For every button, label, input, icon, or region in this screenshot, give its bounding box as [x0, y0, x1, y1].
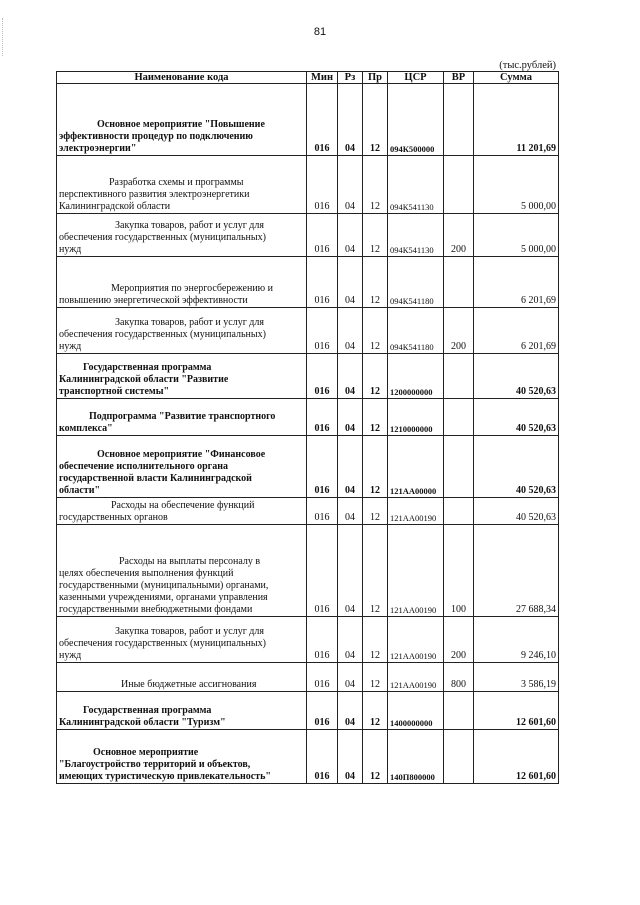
row-sum: 6 201,69 — [474, 308, 559, 354]
row-name-line: Расходы на выплаты персоналу в — [119, 556, 261, 567]
row-min: 016 — [307, 730, 338, 784]
row-sum: 6 201,69 — [474, 257, 559, 308]
row-name-line: нужд — [59, 244, 82, 255]
row-pr: 12 — [363, 617, 388, 663]
row-pr: 12 — [363, 354, 388, 399]
header-min: Мин — [307, 72, 338, 84]
row-name-line: Государственная программа — [83, 362, 212, 373]
row-sum: 9 246,10 — [474, 617, 559, 663]
row-name-line: Калининградской области "Развитие — [59, 374, 229, 385]
row-name-line: Мероприятия по энергосбережению и — [111, 283, 273, 294]
row-name — [57, 257, 307, 308]
table-row — [57, 663, 559, 692]
row-csr: 121АА00190 — [388, 525, 444, 617]
row-sum: 3 586,19 — [474, 663, 559, 692]
row-vr — [444, 84, 474, 156]
row-name — [57, 214, 307, 257]
row-rz: 04 — [338, 617, 363, 663]
row-rz: 04 — [338, 308, 363, 354]
row-vr — [444, 156, 474, 214]
row-name-line: Расходы на обеспечение функций — [111, 500, 255, 511]
row-name-line: нужд — [59, 341, 82, 352]
table-row — [57, 498, 559, 525]
row-csr: 121АА00190 — [388, 617, 444, 663]
table-row — [57, 84, 559, 156]
table-row — [57, 617, 559, 663]
table-row — [57, 525, 559, 617]
row-csr: 094К541130 — [388, 156, 444, 214]
row-vr — [444, 257, 474, 308]
row-name — [57, 436, 307, 498]
row-name-line: "Благоустройство территорий и объектов, — [59, 759, 251, 770]
row-name-line: Государственная программа — [83, 705, 212, 716]
row-min: 016 — [307, 308, 338, 354]
row-pr: 12 — [363, 214, 388, 257]
row-name-line: Основное мероприятие "Повышение — [97, 119, 265, 130]
row-pr: 12 — [363, 257, 388, 308]
row-vr — [444, 399, 474, 436]
row-rz: 04 — [338, 663, 363, 692]
row-pr: 12 — [363, 399, 388, 436]
row-min: 016 — [307, 498, 338, 525]
row-name — [57, 156, 307, 214]
table-row — [57, 308, 559, 354]
table-row — [57, 692, 559, 730]
row-name-line: Подпрограмма "Развитие транспортного — [89, 411, 276, 422]
row-min: 016 — [307, 214, 338, 257]
row-rz: 04 — [338, 84, 363, 156]
row-name — [57, 692, 307, 730]
row-vr — [444, 354, 474, 399]
row-rz: 04 — [338, 156, 363, 214]
row-pr: 12 — [363, 730, 388, 784]
row-sum: 5 000,00 — [474, 156, 559, 214]
row-min: 016 — [307, 84, 338, 156]
row-name-line: Закупка товаров, работ и услуг для — [115, 626, 264, 637]
row-sum: 5 000,00 — [474, 214, 559, 257]
row-sum: 12 601,60 — [474, 730, 559, 784]
row-name-line: государственных органов — [59, 512, 168, 523]
row-name — [57, 399, 307, 436]
row-name-line: государственной власти Калининградской — [59, 473, 252, 484]
header-rz: Рз — [338, 72, 363, 84]
row-name-line: государственными (муниципальными) органами, — [59, 580, 269, 591]
row-min: 016 — [307, 663, 338, 692]
row-name-line: обеспечения государственных (муниципальных) — [59, 638, 266, 649]
table-row — [57, 399, 559, 436]
row-csr: 1400000000 — [388, 692, 444, 730]
row-sum: 27 688,34 — [474, 525, 559, 617]
table-row — [57, 436, 559, 498]
header-name: Наименование кода — [57, 72, 307, 84]
row-name-line: электроэнергии" — [59, 143, 137, 154]
row-sum: 40 520,63 — [474, 354, 559, 399]
row-name-line: государственными внебюджетными фондами — [59, 604, 253, 615]
row-csr: 121АА00190 — [388, 663, 444, 692]
row-name-line: имеющих туристическую привлекательность" — [59, 771, 271, 782]
row-name-line: Основное мероприятие — [93, 747, 199, 758]
budget-table — [56, 71, 559, 784]
row-name-line: эффективности процедур по подключению — [59, 131, 253, 142]
row-name-line: перспективного развития электроэнергетики — [59, 189, 250, 200]
row-rz: 04 — [338, 257, 363, 308]
row-rz: 04 — [338, 354, 363, 399]
row-pr: 12 — [363, 156, 388, 214]
row-sum: 40 520,63 — [474, 498, 559, 525]
row-csr: 121АА00000 — [388, 436, 444, 498]
row-min: 016 — [307, 257, 338, 308]
row-rz: 04 — [338, 692, 363, 730]
row-name — [57, 498, 307, 525]
header-sum: Сумма — [474, 72, 559, 84]
row-name — [57, 84, 307, 156]
row-vr: 200 — [444, 617, 474, 663]
table-row — [57, 214, 559, 257]
row-name — [57, 525, 307, 617]
row-name-line: целях обеспечения выполнения функций — [59, 568, 234, 579]
header-csr: ЦСР — [388, 72, 444, 84]
row-min: 016 — [307, 617, 338, 663]
row-pr: 12 — [363, 692, 388, 730]
row-name — [57, 354, 307, 399]
table-row — [57, 257, 559, 308]
row-vr — [444, 436, 474, 498]
row-name — [57, 730, 307, 784]
row-vr: 100 — [444, 525, 474, 617]
row-min: 016 — [307, 399, 338, 436]
row-pr: 12 — [363, 663, 388, 692]
row-csr: 094К541130 — [388, 214, 444, 257]
table-header-row — [57, 72, 559, 84]
row-name-line: нужд — [59, 650, 82, 661]
row-sum: 12 601,60 — [474, 692, 559, 730]
row-rz: 04 — [338, 498, 363, 525]
table-body — [57, 84, 559, 784]
row-pr: 12 — [363, 436, 388, 498]
table-row — [57, 730, 559, 784]
row-name-line: обеспечения государственных (муниципальных) — [59, 329, 266, 340]
row-csr: 1200000000 — [388, 354, 444, 399]
row-vr: 200 — [444, 214, 474, 257]
row-sum: 40 520,63 — [474, 399, 559, 436]
row-name-line: обеспечение исполнительного органа — [59, 461, 228, 472]
row-csr: 094К500000 — [388, 84, 444, 156]
row-pr: 12 — [363, 308, 388, 354]
row-name-line: транспортной системы" — [59, 386, 170, 397]
row-pr: 12 — [363, 498, 388, 525]
row-name-line: области" — [59, 485, 101, 496]
header-pr: Пр — [363, 72, 388, 84]
row-vr — [444, 498, 474, 525]
row-rz: 04 — [338, 436, 363, 498]
row-csr: 140П800000 — [388, 730, 444, 784]
table-row — [57, 354, 559, 399]
row-name-line: повышению энергетической эффективности — [59, 295, 248, 306]
row-min: 016 — [307, 692, 338, 730]
row-sum: 11 201,69 — [474, 84, 559, 156]
row-vr: 200 — [444, 308, 474, 354]
row-min: 016 — [307, 156, 338, 214]
row-csr: 1210000000 — [388, 399, 444, 436]
row-rz: 04 — [338, 730, 363, 784]
header-vr: ВР — [444, 72, 474, 84]
row-min: 016 — [307, 354, 338, 399]
row-name-line: обеспечения государственных (муниципальных) — [59, 232, 266, 243]
row-rz: 04 — [338, 399, 363, 436]
row-csr: 094К541180 — [388, 308, 444, 354]
row-name-line: Закупка товаров, работ и услуг для — [115, 220, 264, 231]
row-name-line: казенными учреждениями, органами управления — [59, 592, 268, 603]
row-min: 016 — [307, 525, 338, 617]
row-csr: 121АА00190 — [388, 498, 444, 525]
row-rz: 04 — [338, 214, 363, 257]
row-name-line: Разработка схемы и программы — [109, 177, 244, 188]
row-name-line: комплекса" — [59, 423, 113, 434]
row-pr: 12 — [363, 84, 388, 156]
row-min: 016 — [307, 436, 338, 498]
row-vr: 800 — [444, 663, 474, 692]
page-number: 81 — [313, 26, 327, 38]
row-name — [57, 617, 307, 663]
row-csr: 094К541180 — [388, 257, 444, 308]
row-vr — [444, 692, 474, 730]
row-rz: 04 — [338, 525, 363, 617]
row-name-line: Основное мероприятие "Финансовое — [97, 449, 266, 460]
row-sum: 40 520,63 — [474, 436, 559, 498]
row-name — [57, 663, 307, 692]
row-name-line: Калининградской области — [59, 201, 171, 212]
row-name-line: Иные бюджетные ассигнования — [121, 679, 257, 690]
row-pr: 12 — [363, 525, 388, 617]
row-name-line: Калининградской области "Туризм" — [59, 717, 226, 728]
units-label: (тыс.рублей) — [499, 60, 556, 71]
row-name — [57, 308, 307, 354]
row-name-line: Закупка товаров, работ и услуг для — [115, 317, 264, 328]
row-vr — [444, 730, 474, 784]
table-row — [57, 156, 559, 214]
